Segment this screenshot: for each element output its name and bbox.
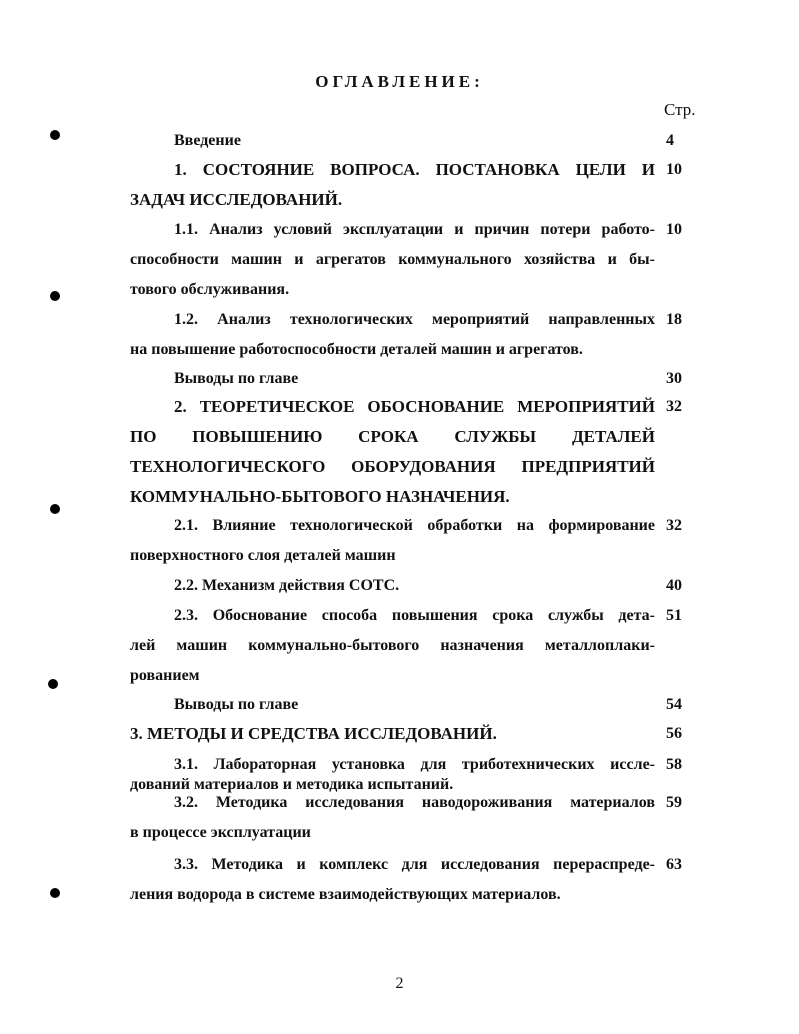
toc-entry-line: 1.1. Анализ условий эксплуатации и причин потери работо- xyxy=(174,221,655,238)
toc-entry-line: ПО ПОВЫШЕНИЮ СРОКА СЛУЖБЫ ДЕТАЛЕЙ xyxy=(130,427,655,446)
toc-page-number: 54 xyxy=(666,696,682,713)
toc-page-number: 56 xyxy=(666,725,682,742)
toc-entry-section-2-2 xyxy=(130,571,655,601)
toc-title: ОГЛАВЛЕНИЕ: xyxy=(315,72,484,91)
toc-page-number: 59 xyxy=(666,794,682,811)
toc-entry-line: Введение xyxy=(174,132,241,149)
toc-entry-section-2-3 xyxy=(130,601,655,691)
page-number: 2 xyxy=(395,975,404,992)
toc-entry-section-2-1 xyxy=(130,511,655,571)
toc-entry-line: 2. ТЕОРЕТИЧЕСКОЕ ОБОСНОВАНИЕ МЕРОПРИЯТИЙ xyxy=(174,397,655,416)
toc-entry-line: ТЕХНОЛОГИЧЕСКОГО ОБОРУДОВАНИЯ ПРЕДПРИЯТИЙ xyxy=(130,457,655,476)
toc-page-number: 30 xyxy=(666,370,682,387)
page-column-label: Стр. xyxy=(664,100,696,119)
toc-page-number: 4 xyxy=(666,132,674,149)
toc-entry-line: КОММУНАЛЬНО-БЫТОВОГО НАЗНАЧЕНИЯ. xyxy=(130,487,510,506)
toc-entry-section-3-2 xyxy=(130,788,655,848)
toc-entry-line: Выводы по главе xyxy=(174,696,299,713)
toc-entry-conclusions-1 xyxy=(130,364,655,394)
toc-page-number: 63 xyxy=(666,856,682,873)
toc-entry-line: 2.1. Влияние технологической обработки на формирование xyxy=(174,517,655,534)
toc-entry-line: ЗАДАЧ ИССЛЕДОВАНИЙ. xyxy=(130,190,343,209)
toc-entry-line: поверхностного слоя деталей машин xyxy=(130,547,396,564)
binder-hole-mark xyxy=(50,130,60,140)
toc-page-number: 10 xyxy=(666,161,682,178)
toc-page-number: 40 xyxy=(666,577,682,594)
toc-entry-line: 2.3. Обоснование способа повышения срока службы дета- xyxy=(174,607,655,624)
toc-entry-line: 3.1. Лабораторная установка для триботехнических иссле- xyxy=(174,756,655,773)
toc-entry-section-1-2 xyxy=(130,305,655,365)
toc-page-number: 10 xyxy=(666,221,682,238)
toc-entry-chapter-3 xyxy=(130,719,655,749)
toc-page-number: 32 xyxy=(666,398,682,415)
toc-entry-line: 3. МЕТОДЫ И СРЕДСТВА ИССЛЕДОВАНИЙ. xyxy=(130,724,497,743)
toc-page-number: 32 xyxy=(666,517,682,534)
toc-entry-line: лей машин коммунально-бытового назначения металлоплаки- xyxy=(130,637,655,654)
toc-entry-line: 3.2. Методика исследования наводороживания материалов xyxy=(174,794,655,811)
toc-entry-line: 1.2. Анализ технологических мероприятий направленных xyxy=(174,311,655,328)
toc-entry-line: дований материалов и методика испытаний. xyxy=(130,776,454,793)
binder-hole-mark xyxy=(50,504,60,514)
toc-entry-section-3-3 xyxy=(130,850,655,910)
toc-entry-line: 2.2. Механизм действия СОТС. xyxy=(174,577,400,594)
toc-entry-line: 3.3. Методика и комплекс для исследования перераспреде- xyxy=(174,856,655,873)
toc-entry-line: 1. СОСТОЯНИЕ ВОПРОСА. ПОСТАНОВКА ЦЕЛИ И xyxy=(174,160,655,179)
toc-entry-chapter-1 xyxy=(130,155,655,215)
binder-hole-mark xyxy=(50,291,60,301)
toc-page-number: 51 xyxy=(666,607,682,624)
toc-entry-introduction xyxy=(130,126,655,156)
binder-hole-mark xyxy=(50,888,60,898)
toc-entry-line: в процессе эксплуатации xyxy=(130,824,311,841)
toc-entry-line: способности машин и агрегатов коммунального хозяйства и бы- xyxy=(130,251,655,268)
binder-hole-mark xyxy=(48,679,58,689)
toc-entry-line: ления водорода в системе взаимодействующих материалов. xyxy=(130,886,561,903)
toc-entry-conclusions-2 xyxy=(130,690,655,720)
toc-entry-line: тового обслуживания. xyxy=(130,281,290,298)
toc-page-number: 58 xyxy=(666,756,682,773)
toc-entry-line: Выводы по главе xyxy=(174,370,299,387)
toc-entry-section-1-1 xyxy=(130,215,655,305)
toc-page-number: 18 xyxy=(666,311,682,328)
toc-entry-chapter-2 xyxy=(130,392,655,512)
toc-entry-line: рованием xyxy=(130,667,200,684)
toc-entry-line: на повышение работоспособности деталей машин и агрегатов. xyxy=(130,341,583,358)
